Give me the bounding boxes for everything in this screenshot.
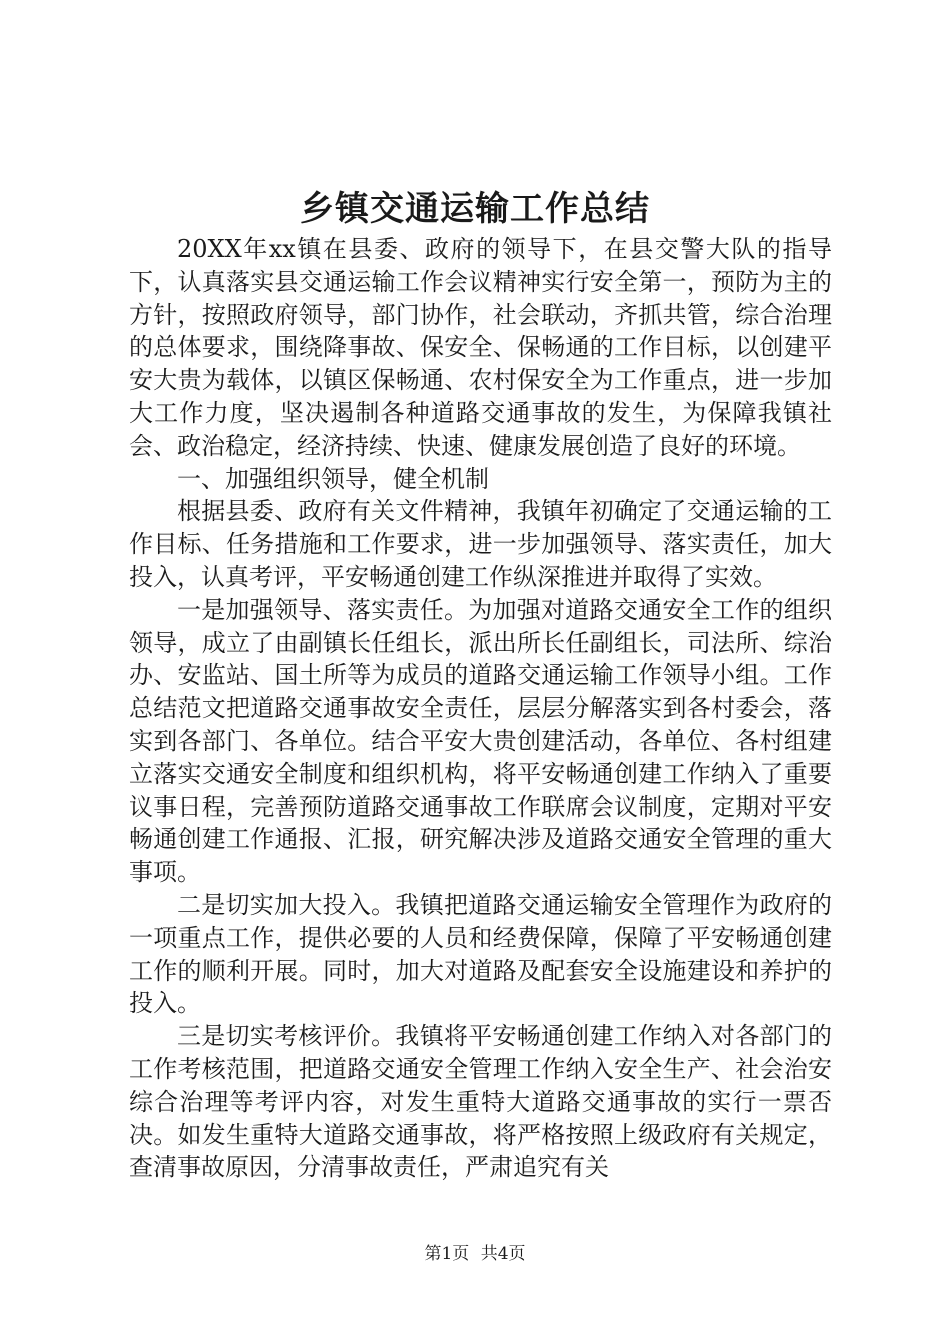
paragraph-point-3: 三是切实考核评价。我镇将平安畅通创建工作纳入对各部门的工作考核范围，把道路交通安全管理工作纳入安全生产、社会治安综合治理等考评内容，对发生重特大道路交通事故的实行一票否决。如发生重特大道路交通事故，将严格按照上级政府有关规定，查清事故原因，分清事故责任，严肃追究有关 (129, 1022, 832, 1182)
paragraph-section-1-intro: 根据县委、政府有关文件精神，我镇年初确定了交通运输的工作目标、任务措施和工作要求，进一步加强领导、落实责任，加大投入，认真考评，平安畅通创建工作纵深推进并取得了实效。 (129, 497, 832, 591)
paragraph-point-1: 一是加强领导、落实责任。为加强对道路交通安全工作的组织领导，成立了由副镇长任组长，派出所长任副组长，司法所、综治办、安监站、国土所等为成员的道路交通运输工作领导小组。工作总结范文把道路交通事故安全责任，层层分解落实到各村委会，落实到各部门、各单位。结合平安大贵创建活动，各单位、各村组建立落实交通安全制度和组织机构，将平安畅通创建工作纳入了重要议事日程，完善预防道路交通事故工作联席会议制度，定期对平安畅通创建工作通报、汇报，研究解决涉及道路交通安全管理的重大事项。 (129, 595, 832, 887)
section-heading-1: 一、加强组织领导，健全机制 (177, 464, 489, 493)
paragraph-intro: 20XX年xx镇在县委、政府的领导下，在县交警大队的指导下，认真落实县交通运输工作会议精神实行安全第一，预防为主的方针，按照政府领导，部门协作，社会联动，齐抓共管，综合治理的总体要求，围绕降事故、保安全、保畅通的工作目标，以创建平安大贵为载体，以镇区保畅通、农村保安全为工作重点，进一步加大工作力度，坚决遏制各种道路交通事故的发生，为保障我镇社会、政治稳定，经济持续、快速、健康发展创造了良好的环境。 (129, 235, 832, 460)
paragraph-point-2: 二是切实加大投入。我镇把道路交通运输安全管理作为政府的一项重点工作，提供必要的人员和经费保障，保障了平安畅通创建工作的顺利开展。同时，加大对道路及配套安全设施建设和养护的投入。 (129, 890, 832, 1018)
page-number: 第1页 (424, 1244, 470, 1264)
page-total: 共4页 (480, 1244, 526, 1264)
page-footer (0, 1242, 950, 1266)
document-title: 乡镇交通运输工作总结 (300, 189, 650, 229)
document-body (129, 233, 832, 1184)
